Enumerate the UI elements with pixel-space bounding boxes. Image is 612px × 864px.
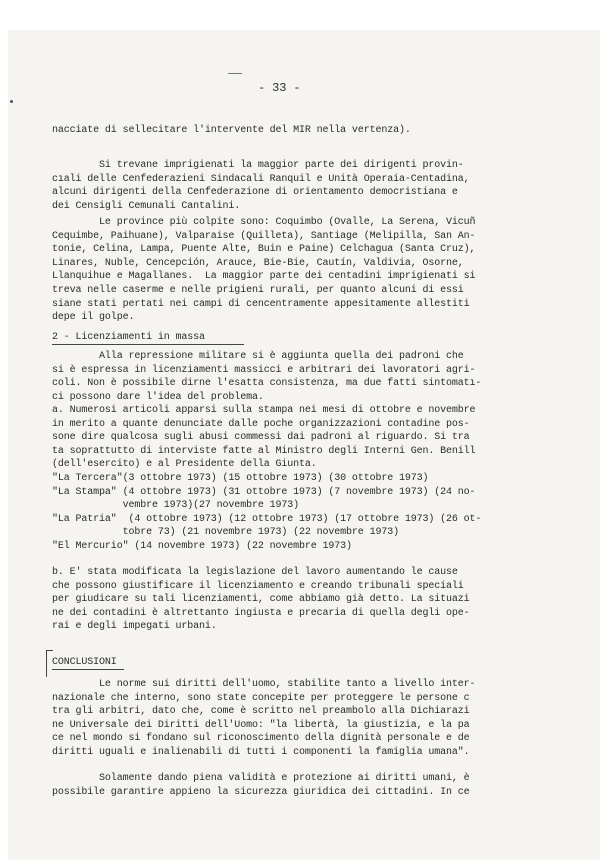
paragraph-prisoners: Si trevane imprigienati la maggior parte dei dirigenti provin- cıali delle Cenfederazieni Sindacali Ranquil e Unità Operaia-Centadina, alcuni dirigenti della Cenfederazione di orientamento democristiana e dei Censigli Cemunali Cantalini. xyxy=(52,160,470,212)
paragraph-legislation: b. E' stata modificata la legislazione del lavoro aumentando le cause che possono giustificare il licenziamento e creando tribunali speciali per giudicare su tali licenziamenti, come abbiamo già detto. La situazi ne dei contadini è altrettanto ingiusta e precaria di quella degli ope- rai e degli impegati urbani. xyxy=(52,567,470,633)
section-heading-conclusioni: CONCLUSIONI xyxy=(52,657,117,668)
section-heading-underline xyxy=(52,344,244,345)
paragraph-human-rights: Le norme sui diritti dell'uomo, stabilite tanto a livello inter- nazionale che interno, sono state concepite per proteggere le persone c tra gli arbitri, dato che, come è scritto nel preambolo alla Dichiarazi ne Universale dei Diritti dell'Uomo: "la libertà, la giustizia, e la pa ce nel mondo si fondano sul riconoscimento della dignità personale e de diritti uguali e inalienabili di tutti i componenti la famiglia umana". xyxy=(52,679,476,758)
paragraph-provinces: Le province più colpite sono: Coquimbo (Ovalle, La Serena, Vicuñ Cequimbe, Paihuane), Valparaise (Quilleta), Santiage (Melipilla, San An- tonie, Celina, Lampa, Puente Alte, Buin e Paine) Celchagua (Santa Cruz), Linares, Nuble, Cencepción, Arauce, Bie-Bie, Cautín, Valdivia, Osorne, Llanquihue e Magallanes. La maggior parte dei centadini imprigienati si treva nelle caserme e nelle prigieni rurali, per quanto alcuni di essi siane stati pertati nei campi di cencentramente appesitamente allestiti depe il golpe. xyxy=(52,217,476,324)
margin-mark xyxy=(10,100,13,103)
top-mark xyxy=(228,73,242,74)
paragraph-continuation: nacciate di sellecitare l'intervente del MIR nella vertenza). xyxy=(52,125,411,136)
page-number: - 33 - xyxy=(258,81,301,95)
paragraph-repression: Alla repressione militare si è aggiunta quella dei padroni che si è espressa in licenziamenti massicci e arbitrari dei lavoratori agri- coli. Non è possibile dirne l'esatta consistenza, ma due fatti sintomatı- ci possono dare l'idea del problema. xyxy=(52,351,482,403)
paragraph-legal-security: Solamente dando piena validità e protezione ai diritti umani, è possibile garantire appieno la sicurezza giuridica dei cittadini. In ce xyxy=(52,773,470,798)
paragraph-press-articles: a. Numerosi articoli apparsi sulla stampa nei mesi di ottobre e novembre in merito a quante denunciate dalle poche organizzazioni contadine pos- sone dire qualcosa sugli abusi commessi dai padroni al riguardo. Si tra ta soprattutto di interviste fatte al Ministro degli Interni Gen. Benill (dell'esercito) e al Presidente della Giunta. "La Tercera"(3 ottobre 1973) (15 ottobre 1973) (30 ottobre 1973) "La Stampa" (4 ottobre 1973) (31 ottobre 1973) (7 novembre 1973) (24 no- vembre 1973)(27 novembre 1973) "La Patria" (4 ottobre 1973) (12 ottobre 1973) (17 ottobre 1973) (26 ot- tobre 73) (21 novembre 1973) (22 novembre 1973) "El Mercurio" (14 novembre 1973) (22 novembre 1973) xyxy=(52,405,482,552)
conclusions-underline xyxy=(52,669,124,670)
section-heading-licenziamenti: 2 - Licenziamenti in massa xyxy=(52,332,205,343)
